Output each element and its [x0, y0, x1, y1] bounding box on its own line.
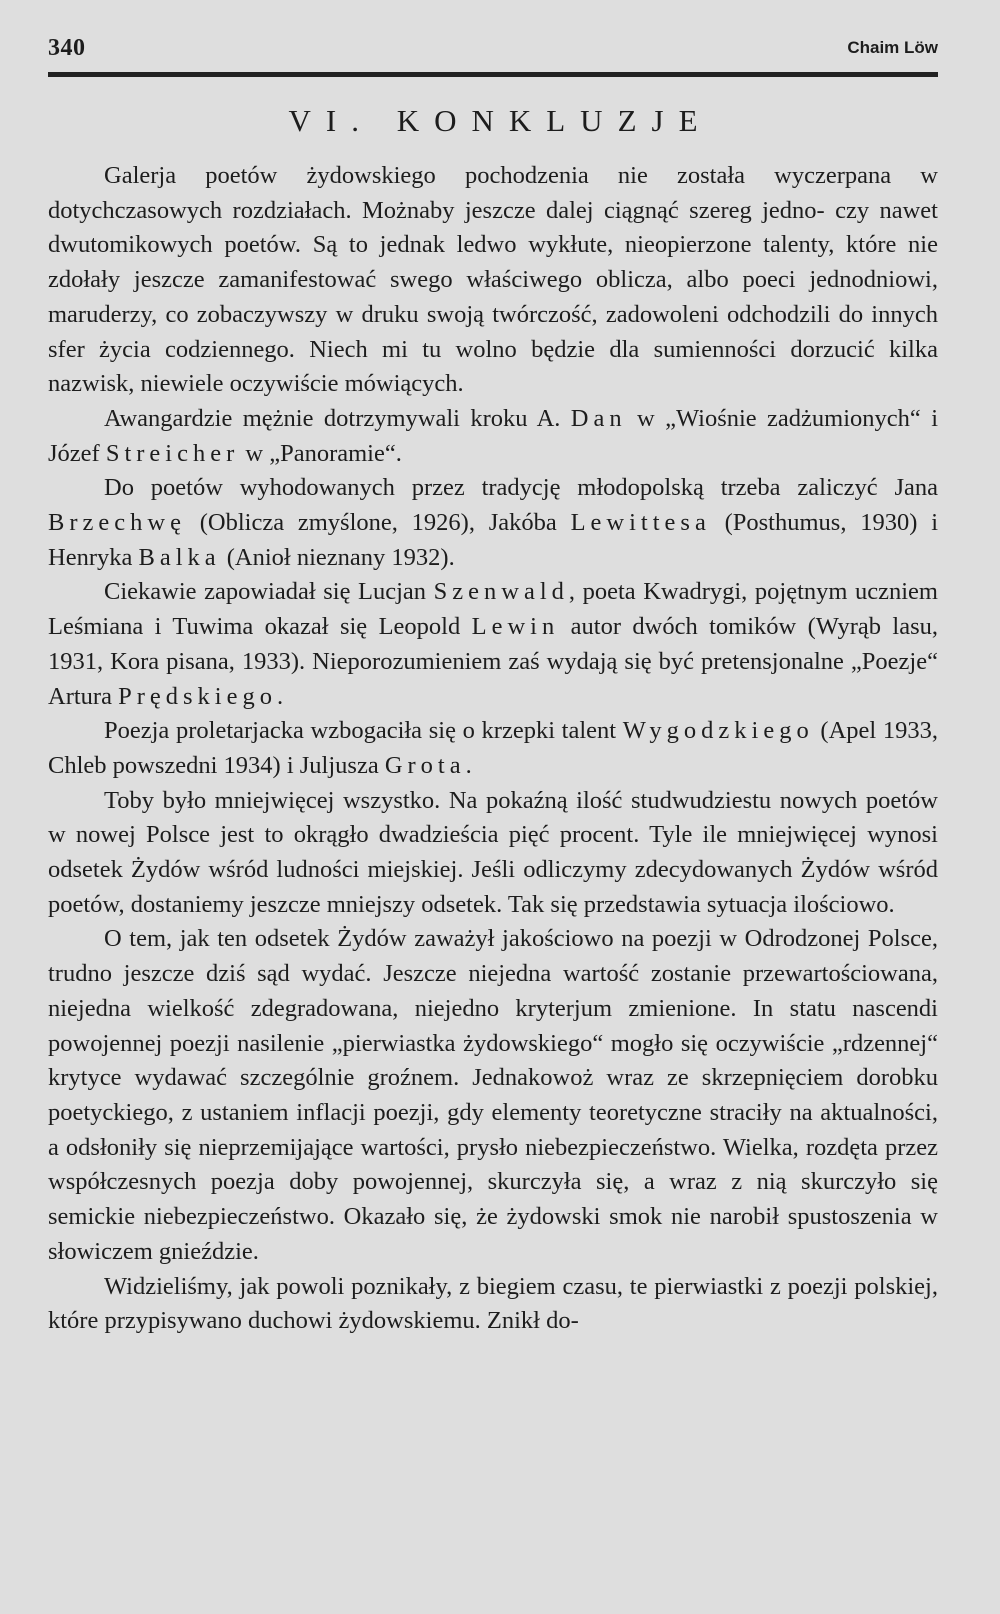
paragraph — [48, 922, 938, 1269]
body-text — [48, 159, 938, 1339]
text-run: w „Panoramie“. — [239, 439, 402, 467]
chapter-title: VI. KONKLUZJE — [288, 103, 713, 138]
text-run: (Oblicza zmyślone, 1926), Jakóba — [185, 509, 571, 537]
paragraph — [48, 714, 938, 783]
text-run: Awangardzie mężnie dotrzymywali kroku A. — [104, 404, 571, 432]
text-run: (Posthumus, 1930) i Henryka — [48, 509, 938, 571]
page-header — [48, 28, 938, 62]
paragraph — [48, 471, 938, 575]
text-run: (Anioł nieznany 1932). — [220, 543, 455, 571]
text-run: , poeta Kwadrygi, pojętnym uczniem Leśmiana i Tuwima okazał się Leopold — [48, 578, 938, 641]
page-number: 340 — [48, 35, 86, 61]
paragraph — [48, 1270, 938, 1339]
spaced-name: Prędskiego — [118, 682, 277, 710]
header-rule — [48, 72, 938, 77]
text-run: (Apel 1933, Chleb powszedni 1934) i Juljusza — [48, 717, 938, 779]
spaced-name: Dan — [570, 404, 627, 432]
text-run: Toby było mniejwięcej wszystko. Na pokaźną ilość studwudziestu nowych poetów w nowej Polsce jest to okrągło dwadzieścia pięć procent. Tyle ile mniejwięcej wynosi odsetek Żydów wśród ludności miejskiej. Jeśli odliczymy zdecydowanych Żydów wśród poetów, dostaniemy jeszcze mniejszy odsetek. Tak się przedstawia sytuacja ilościowo. — [48, 786, 938, 918]
paragraph — [48, 784, 938, 923]
text-run: . — [465, 751, 472, 779]
text-run: . — [276, 682, 284, 710]
text-run: autor dwóch tomików (Wyrąb lasu, 1931, Kora pisana, 1933). Nieporozumieniem zaś wydają się być pretensjonalne „Poezje“ Artura — [48, 613, 938, 710]
spaced-name: Brzechwę — [48, 509, 186, 537]
text-run: O tem, jak ten odsetek Żydów zaważył jakościowo na poezji w Odrodzonej Polsce, trudno jeszcze dziś sąd wydać. Jeszcze niejedna wartość zostanie przewartościowana, niejedna wielkość zdegradowana, niejedno kryterjum zmienione. In statu nascendi powojennej poezji nasilenie „pierwiastka żydowskiego“ mogło się oczywiście „rdzennej“ krytyce wydawać szczególnie groźnem. Jednakowoż wraz ze skrzepnięciem dorobku poetyckiego, z ustaniem inflacji poezji, gdy elementy teoretyczne straciły na aktualności, a odsłoniły się nieprzemijające wartości, prysło niebezpieczeństwo. Wielka, rozdęta przez współczesnych poezja doby powojennej, skurczyła się, a wraz z nią skurczyło się semickie niebezpieczeństwo. Okazało się, że żydowski smok nie narobił spustoszenia w słowiczem gnieździe. — [48, 925, 938, 1265]
spaced-name: Grota — [384, 751, 466, 779]
text-run: Poezja proletarjacka wzbogaciła się o krzepki talent — [104, 717, 623, 745]
spaced-name: Lewittesa — [570, 509, 711, 537]
paragraph — [48, 402, 938, 471]
text-run: Galerja poetów żydowskiego pochodzenia nie została wyczerpana w dotychczasowych rozdziałach. Możnaby jeszcze dalej ciągnąć szereg jedno- czy nawet dwutomikowych poetów. Są to jednak ledwo wykłute, nieopierzone talenty, które nie zdołały jeszcze zamanifestować swego właściwego oblicza, albo poeci jednodniowi, maruderzy, co zobaczywszy w druku swoją twórczość, zadowoleni odchodzili do innych sfer życia codziennego. Niech mi tu wolno będzie dla sumienności dorzucić kilka nazwisk, niewiele oczywiście mówiących. — [48, 162, 938, 398]
text-run: w „Wiośnie zadżumionych“ i Józef — [48, 404, 938, 467]
running-head: Chaim Löw — [847, 38, 938, 57]
text-run: Do poetów wyhodowanych przez tradycję młodopolską trzeba zaliczyć Jana — [104, 474, 938, 502]
spaced-name: Streicher — [105, 439, 240, 467]
text-run: Ciekawie zapowiadał się Lucjan — [104, 578, 434, 606]
spaced-name: Wygodzkiego — [622, 717, 814, 745]
spaced-name: Balka — [138, 543, 221, 571]
spaced-name: Lewin — [471, 613, 560, 641]
text-run: Widzieliśmy, jak powoli poznikały, z biegiem czasu, te pierwiastki z poezji polskiej, które przypisywano duchowi żydowskiemu. Znikł do- — [48, 1272, 938, 1335]
spaced-name: Szenwald — [433, 578, 569, 606]
paragraph — [48, 159, 938, 402]
paragraph — [48, 575, 938, 714]
